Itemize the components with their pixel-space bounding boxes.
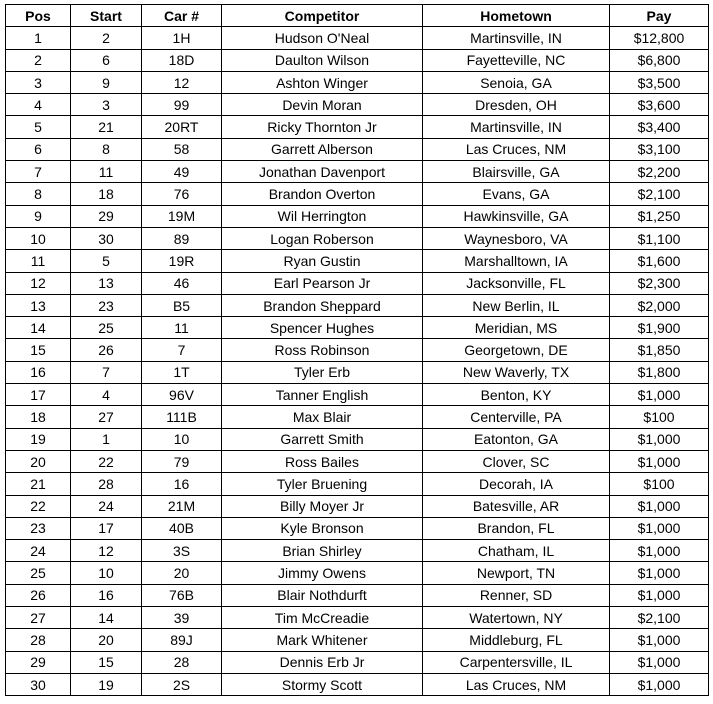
start-cell: 7 [71,361,142,383]
hometown-cell: Watertown, NY [423,607,610,629]
table-row [6,673,709,695]
table-row [6,71,709,93]
table-row [6,94,709,116]
pos-cell: 8 [6,183,71,205]
pos-cell: 11 [6,250,71,272]
pay-cell: $1,800 [610,361,709,383]
pay-cell: $1,000 [610,629,709,651]
pay-cell: $2,100 [610,607,709,629]
hometown-cell: Martinsville, IN [423,27,610,49]
start-cell: 20 [71,629,142,651]
table-row [6,272,709,294]
car-number-cell: B5 [142,294,222,316]
car-number-cell: 1T [142,361,222,383]
pay-cell: $3,500 [610,71,709,93]
start-cell: 8 [71,138,142,160]
pos-cell: 21 [6,473,71,495]
competitor-cell: Brandon Sheppard [222,294,423,316]
competitor-cell: Tim McCreadie [222,607,423,629]
header-hometown: Hometown [423,5,610,27]
car-number-cell: 19R [142,250,222,272]
competitor-cell: Brian Shirley [222,540,423,562]
table-row [6,562,709,584]
hometown-cell: Dresden, OH [423,94,610,116]
start-cell: 2 [71,27,142,49]
pos-cell: 19 [6,428,71,450]
car-number-cell: 89J [142,629,222,651]
table-row [6,450,709,472]
hometown-cell: Renner, SD [423,584,610,606]
car-number-cell: 20RT [142,116,222,138]
pay-cell: $100 [610,406,709,428]
hometown-cell: Waynesboro, VA [423,227,610,249]
hometown-cell: Hawkinsville, GA [423,205,610,227]
pos-cell: 2 [6,49,71,71]
car-number-cell: 3S [142,540,222,562]
start-cell: 26 [71,339,142,361]
competitor-cell: Stormy Scott [222,673,423,695]
hometown-cell: Eatonton, GA [423,428,610,450]
competitor-cell: Billy Moyer Jr [222,495,423,517]
table-row [6,495,709,517]
pay-cell: $1,000 [610,450,709,472]
start-cell: 10 [71,562,142,584]
hometown-cell: Evans, GA [423,183,610,205]
pos-cell: 13 [6,294,71,316]
competitor-cell: Tyler Bruening [222,473,423,495]
pos-cell: 3 [6,71,71,93]
hometown-cell: Batesville, AR [423,495,610,517]
car-number-cell: 10 [142,428,222,450]
competitor-cell: Kyle Bronson [222,517,423,539]
competitor-cell: Jonathan Davenport [222,161,423,183]
pos-cell: 23 [6,517,71,539]
start-cell: 29 [71,205,142,227]
pay-cell: $1,000 [610,540,709,562]
car-number-cell: 49 [142,161,222,183]
competitor-cell: Mark Whitener [222,629,423,651]
hometown-cell: Newport, TN [423,562,610,584]
car-number-cell: 28 [142,651,222,673]
header-competitor: Competitor [222,5,423,27]
pos-cell: 29 [6,651,71,673]
table-row [6,250,709,272]
competitor-cell: Daulton Wilson [222,49,423,71]
hometown-cell: New Waverly, TX [423,361,610,383]
hometown-cell: Marshalltown, IA [423,250,610,272]
results-body [6,27,709,696]
competitor-cell: Tyler Erb [222,361,423,383]
pay-cell: $1,000 [610,562,709,584]
car-number-cell: 58 [142,138,222,160]
pos-cell: 25 [6,562,71,584]
start-cell: 19 [71,673,142,695]
car-number-cell: 46 [142,272,222,294]
start-cell: 9 [71,71,142,93]
table-row [6,406,709,428]
car-number-cell: 99 [142,94,222,116]
start-cell: 11 [71,161,142,183]
table-row [6,361,709,383]
start-cell: 21 [71,116,142,138]
pos-cell: 10 [6,227,71,249]
competitor-cell: Hudson O'Neal [222,27,423,49]
start-cell: 15 [71,651,142,673]
hometown-cell: Centerville, PA [423,406,610,428]
competitor-cell: Max Blair [222,406,423,428]
hometown-cell: Jacksonville, FL [423,272,610,294]
table-row [6,540,709,562]
start-cell: 18 [71,183,142,205]
hometown-cell: Georgetown, DE [423,339,610,361]
car-number-cell: 40B [142,517,222,539]
hometown-cell: Las Cruces, NM [423,138,610,160]
hometown-cell: New Berlin, IL [423,294,610,316]
competitor-cell: Ross Bailes [222,450,423,472]
pay-cell: $1,000 [610,495,709,517]
car-number-cell: 39 [142,607,222,629]
competitor-cell: Earl Pearson Jr [222,272,423,294]
competitor-cell: Jimmy Owens [222,562,423,584]
table-row [6,317,709,339]
competitor-cell: Blair Nothdurft [222,584,423,606]
start-cell: 28 [71,473,142,495]
pos-cell: 4 [6,94,71,116]
pos-cell: 15 [6,339,71,361]
results-table [5,4,709,696]
pay-cell: $1,000 [610,517,709,539]
hometown-cell: Blairsville, GA [423,161,610,183]
pos-cell: 24 [6,540,71,562]
competitor-cell: Ricky Thornton Jr [222,116,423,138]
hometown-cell: Fayetteville, NC [423,49,610,71]
competitor-cell: Ashton Winger [222,71,423,93]
table-row [6,205,709,227]
car-number-cell: 19M [142,205,222,227]
pay-cell: $1,850 [610,339,709,361]
pay-cell: $1,900 [610,317,709,339]
pos-cell: 16 [6,361,71,383]
hometown-cell: Meridian, MS [423,317,610,339]
pay-cell: $2,300 [610,272,709,294]
start-cell: 4 [71,384,142,406]
pos-cell: 26 [6,584,71,606]
car-number-cell: 1H [142,27,222,49]
table-row [6,629,709,651]
table-row [6,428,709,450]
pos-cell: 22 [6,495,71,517]
pay-cell: $1,000 [610,651,709,673]
header-start: Start [71,5,142,27]
table-row [6,183,709,205]
table-row [6,384,709,406]
car-number-cell: 21M [142,495,222,517]
car-number-cell: 79 [142,450,222,472]
table-row [6,27,709,49]
table-row [6,294,709,316]
table-row [6,517,709,539]
pos-cell: 6 [6,138,71,160]
car-number-cell: 96V [142,384,222,406]
pay-cell: $3,100 [610,138,709,160]
competitor-cell: Devin Moran [222,94,423,116]
hometown-cell: Brandon, FL [423,517,610,539]
pay-cell: $2,100 [610,183,709,205]
competitor-cell: Garrett Alberson [222,138,423,160]
header-row [6,5,709,27]
start-cell: 27 [71,406,142,428]
header-car-number: Car # [142,5,222,27]
pos-cell: 1 [6,27,71,49]
car-number-cell: 16 [142,473,222,495]
start-cell: 12 [71,540,142,562]
pay-cell: $1,000 [610,428,709,450]
start-cell: 6 [71,49,142,71]
pos-cell: 18 [6,406,71,428]
header-pos: Pos [6,5,71,27]
car-number-cell: 20 [142,562,222,584]
pay-cell: $1,000 [610,584,709,606]
start-cell: 25 [71,317,142,339]
competitor-cell: Ross Robinson [222,339,423,361]
table-row [6,607,709,629]
hometown-cell: Carpentersville, IL [423,651,610,673]
start-cell: 23 [71,294,142,316]
start-cell: 1 [71,428,142,450]
pos-cell: 5 [6,116,71,138]
competitor-cell: Dennis Erb Jr [222,651,423,673]
table-row [6,138,709,160]
pos-cell: 27 [6,607,71,629]
pay-cell: $1,100 [610,227,709,249]
table-row [6,584,709,606]
start-cell: 22 [71,450,142,472]
hometown-cell: Middleburg, FL [423,629,610,651]
pos-cell: 9 [6,205,71,227]
start-cell: 13 [71,272,142,294]
pos-cell: 14 [6,317,71,339]
pos-cell: 12 [6,272,71,294]
pay-cell: $100 [610,473,709,495]
hometown-cell: Benton, KY [423,384,610,406]
car-number-cell: 76B [142,584,222,606]
pay-cell: $1,000 [610,673,709,695]
table-row [6,49,709,71]
pay-cell: $3,400 [610,116,709,138]
car-number-cell: 11 [142,317,222,339]
car-number-cell: 89 [142,227,222,249]
hometown-cell: Clover, SC [423,450,610,472]
car-number-cell: 7 [142,339,222,361]
start-cell: 17 [71,517,142,539]
pay-cell: $1,600 [610,250,709,272]
start-cell: 5 [71,250,142,272]
pay-cell: $1,000 [610,384,709,406]
competitor-cell: Brandon Overton [222,183,423,205]
start-cell: 24 [71,495,142,517]
table-row [6,116,709,138]
competitor-cell: Logan Roberson [222,227,423,249]
car-number-cell: 2S [142,673,222,695]
competitor-cell: Tanner English [222,384,423,406]
hometown-cell: Chatham, IL [423,540,610,562]
hometown-cell: Las Cruces, NM [423,673,610,695]
start-cell: 30 [71,227,142,249]
competitor-cell: Ryan Gustin [222,250,423,272]
pos-cell: 28 [6,629,71,651]
pos-cell: 17 [6,384,71,406]
header-pay: Pay [610,5,709,27]
pay-cell: $3,600 [610,94,709,116]
car-number-cell: 18D [142,49,222,71]
pay-cell: $2,200 [610,161,709,183]
pay-cell: $1,250 [610,205,709,227]
hometown-cell: Martinsville, IN [423,116,610,138]
table-row [6,227,709,249]
pay-cell: $6,800 [610,49,709,71]
table-row [6,651,709,673]
car-number-cell: 76 [142,183,222,205]
pos-cell: 30 [6,673,71,695]
pay-cell: $12,800 [610,27,709,49]
pos-cell: 7 [6,161,71,183]
start-cell: 16 [71,584,142,606]
pos-cell: 20 [6,450,71,472]
car-number-cell: 12 [142,71,222,93]
competitor-cell: Spencer Hughes [222,317,423,339]
hometown-cell: Senoia, GA [423,71,610,93]
hometown-cell: Decorah, IA [423,473,610,495]
pay-cell: $2,000 [610,294,709,316]
competitor-cell: Garrett Smith [222,428,423,450]
start-cell: 14 [71,607,142,629]
start-cell: 3 [71,94,142,116]
table-row [6,161,709,183]
table-row [6,339,709,361]
car-number-cell: 111B [142,406,222,428]
competitor-cell: Wil Herrington [222,205,423,227]
table-row [6,473,709,495]
